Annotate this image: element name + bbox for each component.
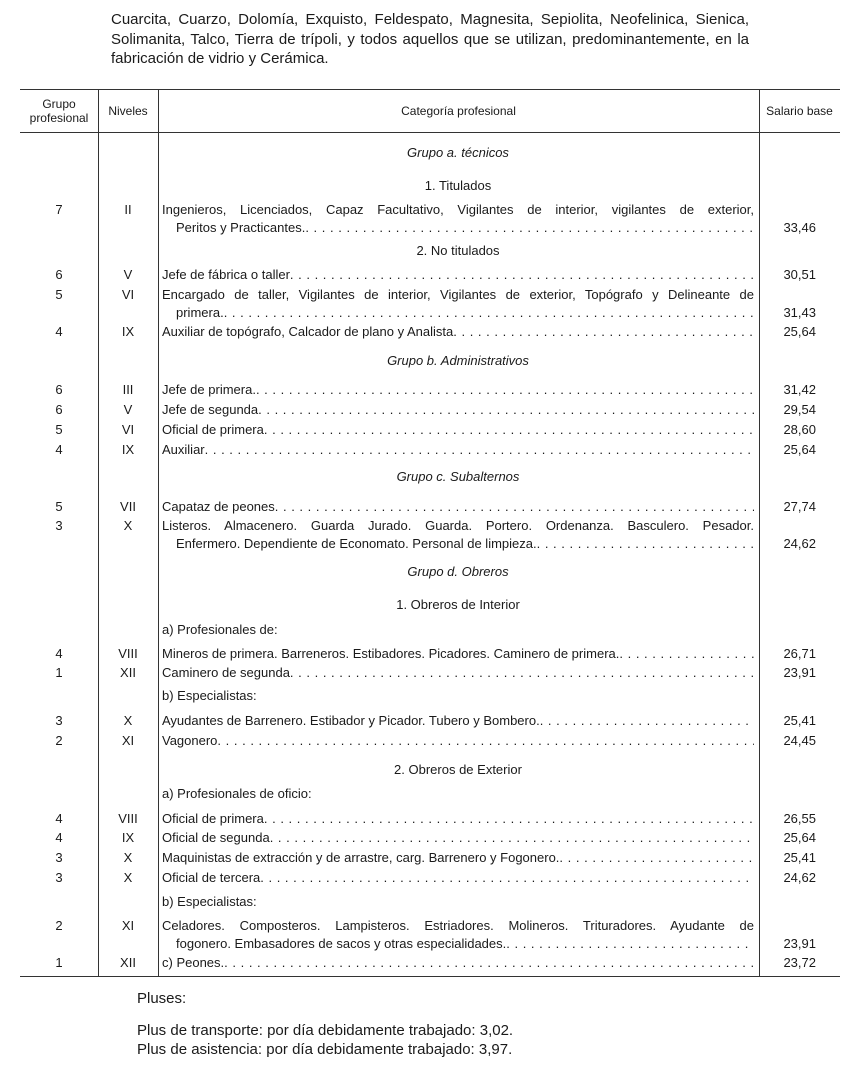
salario-cell: 26,55 xyxy=(783,811,816,826)
nivel-cell: XI xyxy=(121,918,135,933)
grupo-cell: 7 xyxy=(55,202,63,217)
categoria-cell: Ayudantes de Barrenero. Estibador y Picador. Tubero y Bombero. . . . xyxy=(162,712,754,730)
subsection-especialistas: b) Especialistas: xyxy=(162,688,257,703)
categoria-cell xyxy=(162,286,754,322)
section-grupo-a: Grupo a. técnicos xyxy=(407,145,509,160)
salario-cell: 33,46 xyxy=(783,220,816,235)
salario-cell: 31,42 xyxy=(783,382,816,397)
nivel-cell: III xyxy=(122,382,134,397)
subsection-profesionales-oficio: a) Profesionales de oficio: xyxy=(162,786,312,801)
nivel-cell: X xyxy=(123,713,133,728)
pluses-title: Pluses: xyxy=(137,990,187,1007)
nivel-cell: V xyxy=(123,267,133,282)
categoria-cell: Auxiliar de topógrafo, Calcador de plano y Analista . . . xyxy=(162,323,754,341)
subsection-especialistas-exterior: b) Especialistas: xyxy=(162,894,257,909)
nivel-cell: XII xyxy=(120,665,136,680)
categoria-cell: Maquinistas de extracción y de arrastre, carg. Barrenero y Fogonero. . . . xyxy=(162,849,754,867)
salario-cell: 23,91 xyxy=(783,936,816,951)
grupo-cell: 2 xyxy=(55,733,63,748)
categoria-cell: Caminero de segunda . . . xyxy=(162,664,754,682)
header-grupo-profesional: Grupo profesional xyxy=(29,96,89,125)
grupo-cell: 5 xyxy=(55,499,63,514)
nivel-cell: VII xyxy=(120,499,136,514)
nivel-cell: XI xyxy=(121,733,135,748)
categoria-line: primera. xyxy=(176,305,224,320)
nivel-cell: XII xyxy=(120,955,136,970)
nivel-cell: VI xyxy=(121,422,135,437)
salario-cell: 25,41 xyxy=(783,850,816,865)
categoria-line: Ingenieros, Licenciados, Capaz Facultativo, Vigilantes de interior, vigilantes de exterior, xyxy=(162,202,754,217)
grupo-cell: 4 xyxy=(55,830,63,845)
salario-cell: 28,60 xyxy=(783,422,816,437)
salario-cell: 27,74 xyxy=(783,499,816,514)
salario-cell: 25,41 xyxy=(783,713,816,728)
nivel-cell: X xyxy=(123,518,133,533)
salario-cell: 30,51 xyxy=(783,267,816,282)
table-row xyxy=(20,917,840,953)
salario-cell: 25,64 xyxy=(783,830,816,845)
subsection-obreros-exterior: 2. Obreros de Exterior xyxy=(394,762,522,777)
plus-transporte: Plus de transporte: por día debidamente trabajado: 3,02. xyxy=(137,1022,514,1039)
categoria-cell: c) Peones. . . . xyxy=(162,954,754,972)
categoria-cell xyxy=(162,201,754,237)
grupo-cell: 6 xyxy=(55,382,63,397)
subsection-no-titulados: 2. No titulados xyxy=(416,243,500,258)
grupo-cell: 6 xyxy=(55,402,63,417)
nivel-cell: VIII xyxy=(118,646,138,661)
subsection-obreros-interior: 1. Obreros de Interior xyxy=(396,597,520,612)
table-row xyxy=(20,201,840,237)
grupo-cell: 1 xyxy=(55,665,63,680)
subsection-titulados: 1. Titulados xyxy=(424,178,492,193)
salario-cell: 26,71 xyxy=(783,646,816,661)
nivel-cell: X xyxy=(123,870,133,885)
grupo-cell: 3 xyxy=(55,850,63,865)
categoria-line: Enfermero. Dependiente de Economato. Personal de limpieza. xyxy=(176,536,537,551)
nivel-cell: X xyxy=(123,850,133,865)
salario-cell: 23,91 xyxy=(783,665,816,680)
plus-asistencia: Plus de asistencia: por día debidamente trabajado: 3,97. xyxy=(137,1041,513,1058)
categoria-cell: Mineros de primera. Barreneros. Estibadores. Picadores. Caminero de primera. . . . xyxy=(162,645,754,663)
categoria-cell: Jefe de segunda . . . xyxy=(162,401,754,419)
salario-cell: 23,72 xyxy=(783,955,816,970)
grupo-cell: 3 xyxy=(55,713,63,728)
table-row xyxy=(20,517,840,553)
grupo-cell: 3 xyxy=(55,870,63,885)
header-niveles: Niveles xyxy=(108,103,148,118)
grupo-cell: 3 xyxy=(55,518,63,533)
categoria-cell xyxy=(162,517,754,553)
grupo-cell: 4 xyxy=(55,646,63,661)
categoria-cell: Auxiliar . . . xyxy=(162,441,754,459)
grupo-cell: 2 xyxy=(55,918,63,933)
grupo-cell: 4 xyxy=(55,811,63,826)
salario-cell: 25,64 xyxy=(783,442,816,457)
salario-cell: 31,43 xyxy=(783,305,816,320)
nivel-cell: VI xyxy=(121,287,135,302)
categoria-cell: Vagonero . . . xyxy=(162,732,754,750)
table-row xyxy=(20,286,840,322)
grupo-cell: 4 xyxy=(55,442,63,457)
salary-table xyxy=(20,89,840,977)
categoria-cell xyxy=(162,917,754,953)
categoria-line: fogonero. Embasadores de sacos y otras especialidades. xyxy=(176,936,507,951)
categoria-cell: Oficial de segunda . . . xyxy=(162,829,754,847)
salario-cell: 25,64 xyxy=(783,324,816,339)
categoria-line: Encargado de taller, Vigilantes de interior, Vigilantes de exterior, Topógrafo y Delineante de xyxy=(162,287,754,302)
nivel-cell: IX xyxy=(121,830,135,845)
salario-cell: 24,62 xyxy=(783,870,816,885)
nivel-cell: VIII xyxy=(118,811,138,826)
section-grupo-b: Grupo b. Administrativos xyxy=(387,353,529,368)
intro-paragraph: Cuarcita, Cuarzo, Dolomía, Exquisto, Feldespato, Magnesita, Sepiolita, Neofelinica, Sienica, Solimanita, Talco, Tierra de trípoli, y todos aquellos que se utilizan, predominantemente, en la fabricación de vidrio y Cerámica. xyxy=(111,11,749,67)
subsection-profesionales: a) Profesionales de: xyxy=(162,622,278,637)
nivel-cell: IX xyxy=(121,324,135,339)
categoria-cell: Oficial de primera . . . xyxy=(162,421,754,439)
salario-cell: 29,54 xyxy=(783,402,816,417)
section-grupo-d: Grupo d. Obreros xyxy=(407,564,509,579)
grupo-cell: 5 xyxy=(55,287,63,302)
salario-cell: 24,45 xyxy=(783,733,816,748)
nivel-cell: IX xyxy=(121,442,135,457)
salario-cell: 24,62 xyxy=(783,536,816,551)
categoria-cell: Oficial de primera . . . xyxy=(162,810,754,828)
categoria-line: Listeros. Almacenero. Guarda Jurado. Guarda. Portero. Ordenanza. Basculero. Pesador. xyxy=(162,518,754,533)
table-bottom-rule xyxy=(20,976,840,977)
categoria-cell: Capataz de peones . . . xyxy=(162,498,754,516)
nivel-cell: II xyxy=(124,202,132,217)
table-header-rule xyxy=(20,132,840,133)
categoria-line: Peritos y Practicantes. xyxy=(176,220,306,235)
nivel-cell: V xyxy=(123,402,133,417)
categoria-cell: Jefe de fábrica o taller . . . xyxy=(162,266,754,284)
categoria-cell: Jefe de primera. . . . xyxy=(162,381,754,399)
grupo-cell: 1 xyxy=(55,955,63,970)
grupo-cell: 4 xyxy=(55,324,63,339)
section-grupo-c: Grupo c. Subalternos xyxy=(396,469,520,484)
grupo-cell: 5 xyxy=(55,422,63,437)
header-salario-base: Salario base xyxy=(766,103,833,118)
categoria-cell: Oficial de tercera . . . xyxy=(162,869,754,887)
grupo-cell: 6 xyxy=(55,267,63,282)
categoria-line: Celadores. Composteros. Lampisteros. Estriadores. Molineros. Trituradores. Ayudante de xyxy=(162,918,754,933)
header-categoria-profesional: Categoría profesional xyxy=(401,103,516,118)
